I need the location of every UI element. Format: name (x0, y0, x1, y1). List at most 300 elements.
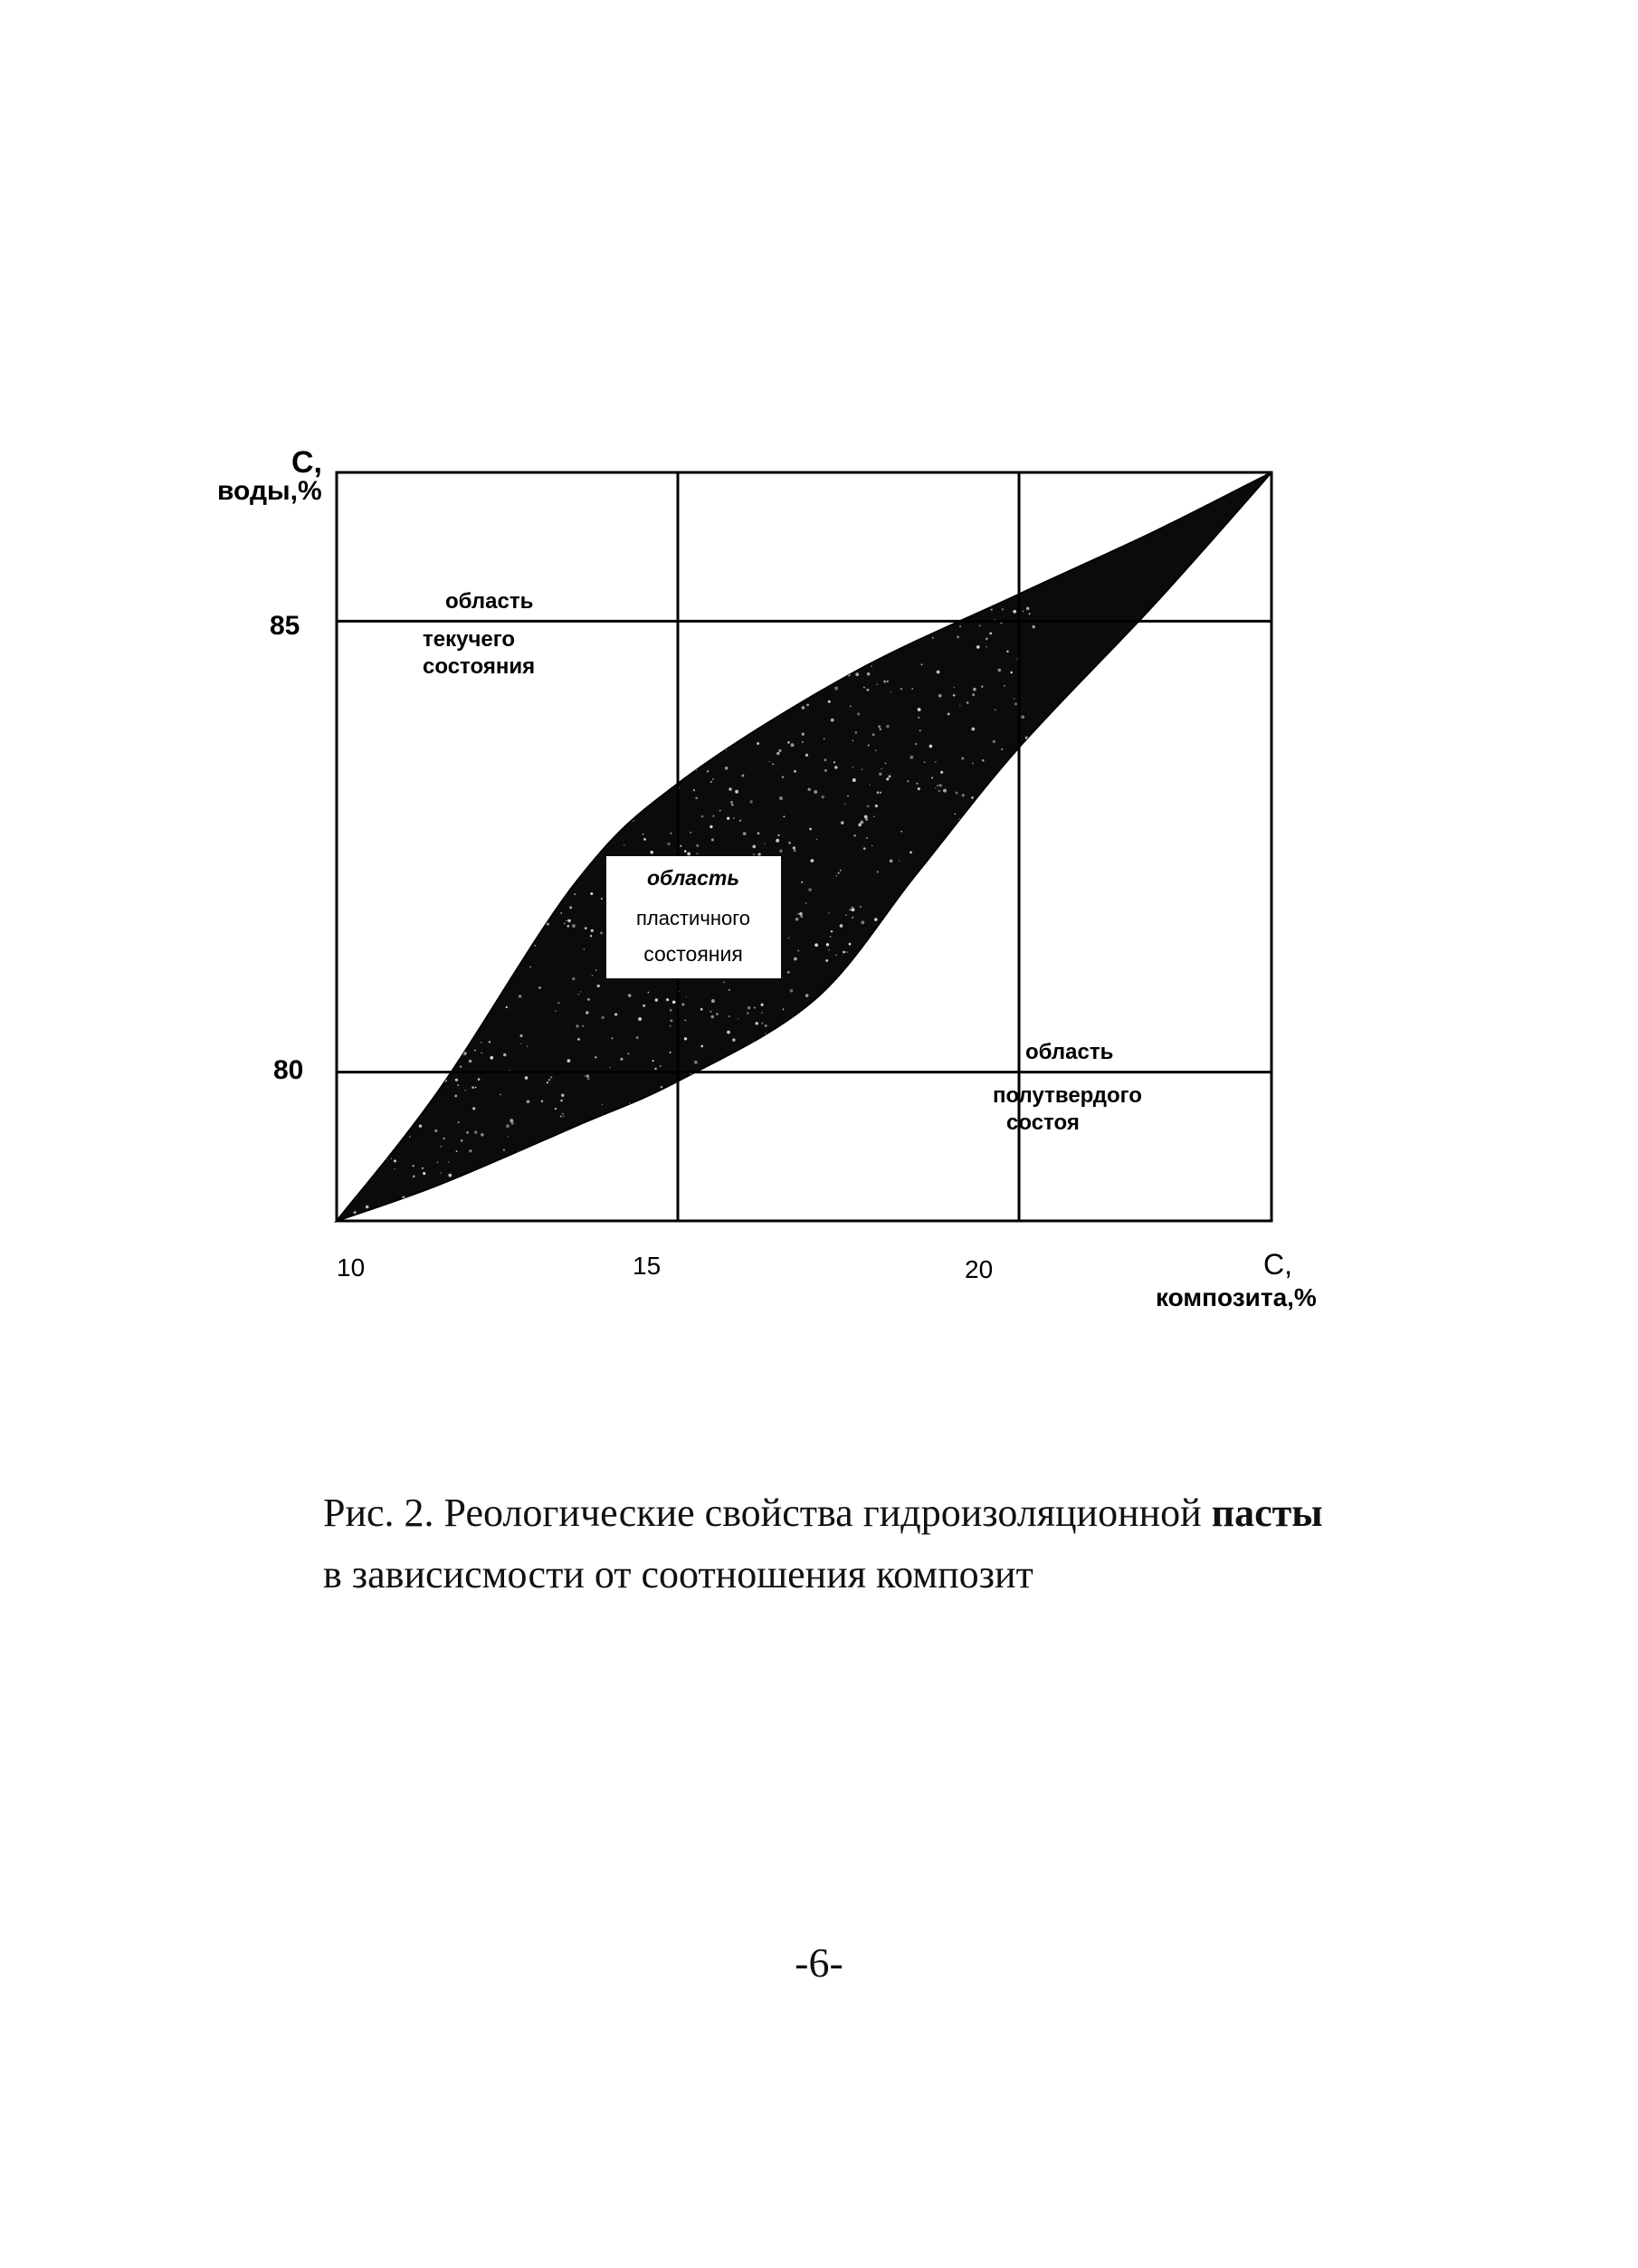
speckle-dot (921, 1064, 924, 1067)
speckle-dot (806, 693, 808, 695)
speckle-dot (605, 625, 606, 627)
speckle-dot (376, 765, 378, 767)
speckle-dot (838, 643, 840, 644)
speckle-dot (739, 659, 740, 660)
speckle-dot (881, 1212, 882, 1214)
speckle-dot (783, 815, 785, 817)
speckle-dot (430, 795, 433, 797)
speckle-dot (500, 795, 502, 796)
speckle-dot (817, 1094, 821, 1098)
speckle-dot (490, 956, 493, 959)
speckle-dot (852, 908, 855, 911)
speckle-dot (851, 1178, 852, 1179)
speckle-dot (947, 890, 949, 892)
speckle-dot (619, 723, 621, 725)
speckle-dot (432, 887, 433, 889)
speckle-dot (976, 1103, 977, 1105)
speckle-dot (986, 878, 988, 881)
speckle-dot (656, 1123, 657, 1124)
speckle-dot (991, 922, 994, 925)
speckle-dot (502, 951, 503, 952)
speckle-dot (791, 662, 793, 664)
speckle-dot (547, 656, 549, 659)
speckle-dot (437, 1162, 439, 1164)
speckle-dot (655, 1115, 658, 1118)
speckle-dot (428, 807, 431, 810)
speckle-dot (465, 782, 469, 786)
speckle-dot (695, 1214, 699, 1217)
speckle-dot (834, 687, 838, 691)
speckle-dot (525, 1076, 529, 1080)
speckle-dot (463, 901, 466, 904)
speckle-dot (361, 1057, 365, 1061)
speckle-dot (342, 800, 344, 802)
speckle-dot (430, 1016, 432, 1018)
speckle-dot (567, 920, 570, 922)
speckle-dot (506, 927, 509, 929)
speckle-dot (916, 1091, 918, 1093)
speckle-dot (727, 1031, 730, 1034)
speckle-dot (577, 1038, 580, 1041)
speckle-dot (643, 653, 647, 656)
speckle-dot (778, 749, 781, 752)
speckle-dot (365, 1079, 368, 1082)
speckle-dot (1026, 810, 1030, 814)
speckle-dot (1035, 742, 1037, 744)
speckle-dot (866, 689, 869, 691)
speckle-dot (748, 1112, 750, 1115)
speckle-dot (670, 1025, 671, 1027)
speckle-dot (576, 848, 579, 851)
speckle-dot (739, 820, 741, 822)
speckle-dot (938, 789, 940, 792)
speckle-dot (552, 850, 553, 851)
speckle-dot (354, 715, 357, 718)
speckle-dot (825, 959, 828, 962)
speckle-dot (570, 695, 572, 697)
speckle-dot (357, 743, 360, 747)
speckle-dot (545, 669, 548, 672)
speckle-dot (581, 1146, 584, 1148)
speckle-dot (988, 841, 990, 843)
speckle-dot (972, 693, 975, 696)
speckle-dot (802, 741, 804, 743)
speckle-dot (684, 850, 687, 853)
speckle-dot (555, 1010, 557, 1012)
speckle-dot (455, 1211, 457, 1213)
speckle-dot (412, 941, 413, 942)
speckle-dot (434, 773, 438, 777)
speckle-dot (566, 920, 567, 921)
speckle-dot (712, 778, 714, 780)
speckle-dot (968, 849, 971, 852)
speckle-dot (514, 898, 515, 899)
speckle-dot (350, 1014, 353, 1016)
speckle-dot (841, 644, 843, 647)
speckle-dot (643, 1005, 645, 1007)
speckle-dot (823, 1118, 825, 1120)
speckle-dot (670, 1019, 672, 1022)
speckle-dot (476, 1171, 479, 1174)
speckle-dot (777, 834, 779, 836)
speckle-dot (434, 889, 437, 891)
speckle-dot (670, 1052, 671, 1053)
speckle-dot (472, 1107, 475, 1110)
speckle-dot (727, 817, 729, 820)
speckle-dot (347, 630, 350, 634)
speckle-dot (587, 1186, 591, 1189)
speckle-dot (416, 877, 419, 880)
speckle-dot (772, 1146, 774, 1148)
speckle-dot (709, 825, 712, 828)
speckle-dot (655, 1141, 658, 1144)
speckle-dot (585, 1075, 586, 1076)
speckle-dot (501, 869, 504, 872)
speckle-dot (359, 1058, 361, 1060)
speckle-dot (957, 1188, 959, 1190)
speckle-dot (371, 823, 373, 824)
speckle-dot (354, 1211, 357, 1214)
speckle-dot (877, 1058, 880, 1061)
speckle-dot (700, 1045, 703, 1048)
speckle-dot (883, 1032, 885, 1034)
speckle-dot (958, 1129, 961, 1132)
speckle-dot (1024, 1196, 1028, 1199)
speckle-dot (681, 1003, 684, 1005)
speckle-dot (469, 1149, 471, 1152)
speckle-dot (500, 758, 502, 760)
speckle-dot (798, 694, 800, 696)
speckle-dot (537, 670, 539, 672)
speckle-dot (710, 781, 712, 783)
speckle-dot (935, 761, 937, 763)
speckle-dot (882, 985, 883, 986)
speckle-dot (918, 1213, 920, 1215)
speckle-dot (940, 771, 943, 774)
speckle-dot (805, 902, 807, 904)
speckle-dot (761, 1023, 763, 1024)
speckle-dot (509, 863, 510, 865)
speckle-dot (981, 686, 983, 688)
speckle-dot (973, 688, 976, 691)
speckle-dot (525, 1209, 528, 1212)
speckle-dot (496, 808, 499, 811)
speckle-dot (967, 701, 969, 704)
speckle-dot (748, 1208, 749, 1210)
speckle-dot (416, 1106, 419, 1109)
speckle-dot (354, 1140, 356, 1142)
speckle-dot (714, 680, 717, 682)
speckle-dot (560, 1168, 562, 1170)
speckle-dot (587, 998, 590, 1001)
speckle-dot (661, 1086, 662, 1088)
speckle-dot (390, 1139, 393, 1141)
speckle-dot (799, 912, 803, 916)
speckle-dot (660, 1065, 662, 1067)
speckle-dot (393, 696, 395, 698)
speckle-dot (423, 719, 424, 720)
speckle-dot (668, 782, 671, 785)
speckle-dot (448, 699, 450, 700)
speckle-dot (1005, 806, 1007, 808)
speckle-dot (420, 797, 422, 799)
speckle-dot (912, 1160, 914, 1162)
speckle-dot (562, 1113, 564, 1115)
speckle-dot (754, 1006, 756, 1008)
speckle-dot (985, 1203, 986, 1205)
speckle-dot (352, 701, 355, 704)
speckle-dot (499, 948, 501, 950)
speckle-dot (413, 1165, 414, 1167)
speckle-dot (962, 794, 965, 796)
speckle-dot (649, 1102, 651, 1104)
speckle-dot (376, 730, 378, 732)
speckle-dot (395, 1057, 397, 1060)
speckle-dot (422, 1167, 424, 1169)
speckle-dot (794, 770, 796, 773)
speckle-dot (602, 662, 605, 665)
speckle-dot (849, 1130, 852, 1134)
speckle-dot (397, 729, 401, 732)
speckle-dot (846, 951, 848, 953)
speckle-dot (405, 962, 406, 964)
speckle-dot (671, 657, 674, 661)
speckle-dot (389, 1065, 392, 1068)
speckle-dot (475, 1087, 477, 1089)
speckle-dot (907, 984, 909, 986)
speckle-dot (474, 1131, 477, 1134)
speckle-dot (784, 1040, 786, 1043)
speckle-dot (382, 680, 384, 681)
speckle-dot (839, 1063, 841, 1064)
speckle-dot (1003, 1136, 1005, 1139)
speckle-dot (794, 1196, 795, 1197)
speckle-dot (338, 1146, 340, 1148)
speckle-dot (1030, 868, 1033, 872)
speckle-dot (642, 1205, 645, 1208)
speckle-dot (811, 1037, 812, 1038)
speckle-dot (510, 686, 514, 690)
speckle-dot (659, 1110, 662, 1112)
speckle-dot (456, 1150, 458, 1152)
speckle-dot (574, 671, 576, 673)
speckle-dot (710, 739, 713, 741)
speckle-dot (843, 951, 845, 954)
speckle-dot (1014, 703, 1017, 706)
speckle-dot (721, 1090, 722, 1091)
speckle-dot (448, 614, 451, 616)
speckle-dot (811, 1010, 813, 1012)
speckle-dot (509, 734, 511, 736)
speckle-dot (976, 1129, 977, 1131)
speckle-dot (972, 763, 974, 765)
speckle-dot (431, 842, 433, 844)
speckle-dot (642, 1171, 644, 1174)
speckle-dot (803, 630, 805, 633)
speckle-dot (814, 1002, 816, 1005)
speckle-dot (463, 822, 467, 825)
speckle-dot (907, 1179, 909, 1181)
speckle-dot (650, 696, 652, 698)
speckle-dot (998, 669, 1002, 672)
speckle-dot (654, 1068, 657, 1071)
speckle-dot (770, 669, 771, 670)
speckle-dot (359, 937, 362, 939)
speckle-dot (805, 653, 807, 656)
speckle-dot (941, 1173, 943, 1175)
speckle-dot (371, 680, 374, 682)
speckle-dot (601, 898, 603, 900)
speckle-dot (354, 902, 357, 905)
speckle-dot (887, 681, 889, 682)
speckle-dot (606, 1148, 610, 1151)
speckle-dot (805, 637, 809, 641)
speckle-dot (684, 1180, 687, 1183)
speckle-dot (850, 1170, 852, 1173)
speckle-dot (805, 609, 807, 611)
speckle-dot (836, 647, 840, 651)
speckle-dot (433, 1188, 435, 1190)
speckle-dot (875, 749, 877, 751)
speckle-dot (757, 832, 760, 834)
speckle-dot (838, 1043, 841, 1046)
speckle-dot (828, 700, 831, 703)
speckle-dot (866, 1051, 868, 1053)
speckle-dot (389, 994, 391, 996)
speckle-dot (788, 644, 790, 646)
speckle-dot (523, 699, 526, 701)
speckle-dot (625, 656, 628, 659)
speckle-dot (1001, 748, 1003, 750)
speckle-dot (905, 1158, 909, 1161)
speckle-dot (809, 828, 812, 831)
speckle-dot (992, 825, 994, 827)
speckle-dot (636, 1036, 639, 1039)
speckle-dot (411, 911, 413, 913)
speckle-dot (699, 1091, 700, 1092)
speckle-dot (966, 921, 968, 924)
speckle-dot (904, 1029, 906, 1031)
speckle-dot (547, 1082, 548, 1083)
speckle-dot (937, 785, 938, 786)
speckle-dot (729, 787, 731, 790)
speckle-dot (711, 748, 714, 751)
speckle-dot (719, 1200, 722, 1203)
speckle-dot (366, 1089, 369, 1092)
speckle-dot (423, 985, 424, 986)
speckle-dot (831, 930, 833, 932)
speckle-dot (372, 967, 376, 971)
speckle-dot (891, 616, 894, 619)
speckle-dot (667, 843, 670, 845)
speckle-dot (461, 1139, 463, 1142)
speckle-dot (957, 939, 960, 943)
speckle-dot (900, 688, 902, 690)
speckle-dot (548, 637, 552, 641)
speckle-dot (481, 1052, 482, 1053)
speckle-dot (614, 654, 615, 655)
speckle-dot (723, 981, 725, 983)
speckle-dot (950, 1193, 953, 1196)
speckle-dot (509, 927, 510, 929)
speckle-dot (806, 704, 809, 707)
speckle-dot (511, 1122, 514, 1125)
speckle-dot (368, 860, 371, 862)
speckle-dot (620, 1058, 623, 1061)
speckle-dot (938, 924, 941, 928)
speckle-dot (940, 957, 942, 958)
speckle-dot (423, 1092, 426, 1096)
speckle-dot (886, 777, 889, 780)
speckle-dot (549, 656, 551, 658)
speckle-dot (907, 1031, 909, 1034)
speckle-dot (340, 697, 342, 699)
speckle-dot (1009, 923, 1010, 924)
speckle-dot (588, 841, 589, 842)
speckle-dot (401, 669, 403, 671)
x-tick-15: 15 (633, 1252, 662, 1280)
speckle-dot (931, 1034, 933, 1035)
speckle-dot (341, 950, 343, 952)
speckle-dot (807, 788, 810, 791)
speckle-dot (902, 1060, 906, 1063)
speckle-dot (486, 703, 488, 705)
speckle-dot (786, 673, 788, 675)
speckle-dot (591, 929, 594, 932)
speckle-dot (720, 1187, 722, 1189)
speckle-dot (494, 953, 497, 956)
speckle-dot (391, 743, 394, 746)
speckle-dot (1029, 1183, 1032, 1186)
speckle-dot (643, 1120, 645, 1122)
speckle-dot (338, 647, 340, 650)
speckle-dot (402, 903, 405, 907)
speckle-dot (691, 696, 694, 699)
speckle-dot (995, 1029, 996, 1031)
speckle-dot (921, 1110, 923, 1112)
speckle-dot (613, 707, 616, 710)
speckle-dot (519, 995, 522, 998)
y-tick-80: 80 (273, 1055, 304, 1085)
speckle-dot (460, 1065, 462, 1067)
speckle-dot (567, 1059, 571, 1063)
speckle-dot (353, 817, 356, 820)
speckle-dot (584, 948, 585, 949)
speckle-dot (955, 940, 956, 941)
speckle-dot (1035, 758, 1037, 760)
speckle-dot (529, 967, 531, 968)
speckle-dot (601, 829, 604, 832)
speckle-dot (958, 1059, 960, 1061)
speckle-dot (420, 1032, 424, 1035)
speckle-dot (957, 1125, 959, 1127)
speckle-dot (440, 995, 443, 998)
speckle-dot (1014, 869, 1016, 872)
speckle-dot (362, 953, 364, 955)
speckle-dot (802, 733, 805, 736)
speckle-dot (590, 892, 593, 895)
speckle-dot (417, 779, 419, 781)
speckle-dot (877, 871, 879, 872)
speckle-dot (791, 743, 795, 747)
speckle-dot (977, 1127, 979, 1129)
speckle-dot (800, 1091, 803, 1094)
figure-caption (323, 1482, 1364, 1606)
speckle-dot (344, 1091, 346, 1092)
speckle-dot (658, 1176, 661, 1178)
speckle-dot (701, 815, 704, 818)
speckle-dot (899, 860, 900, 861)
